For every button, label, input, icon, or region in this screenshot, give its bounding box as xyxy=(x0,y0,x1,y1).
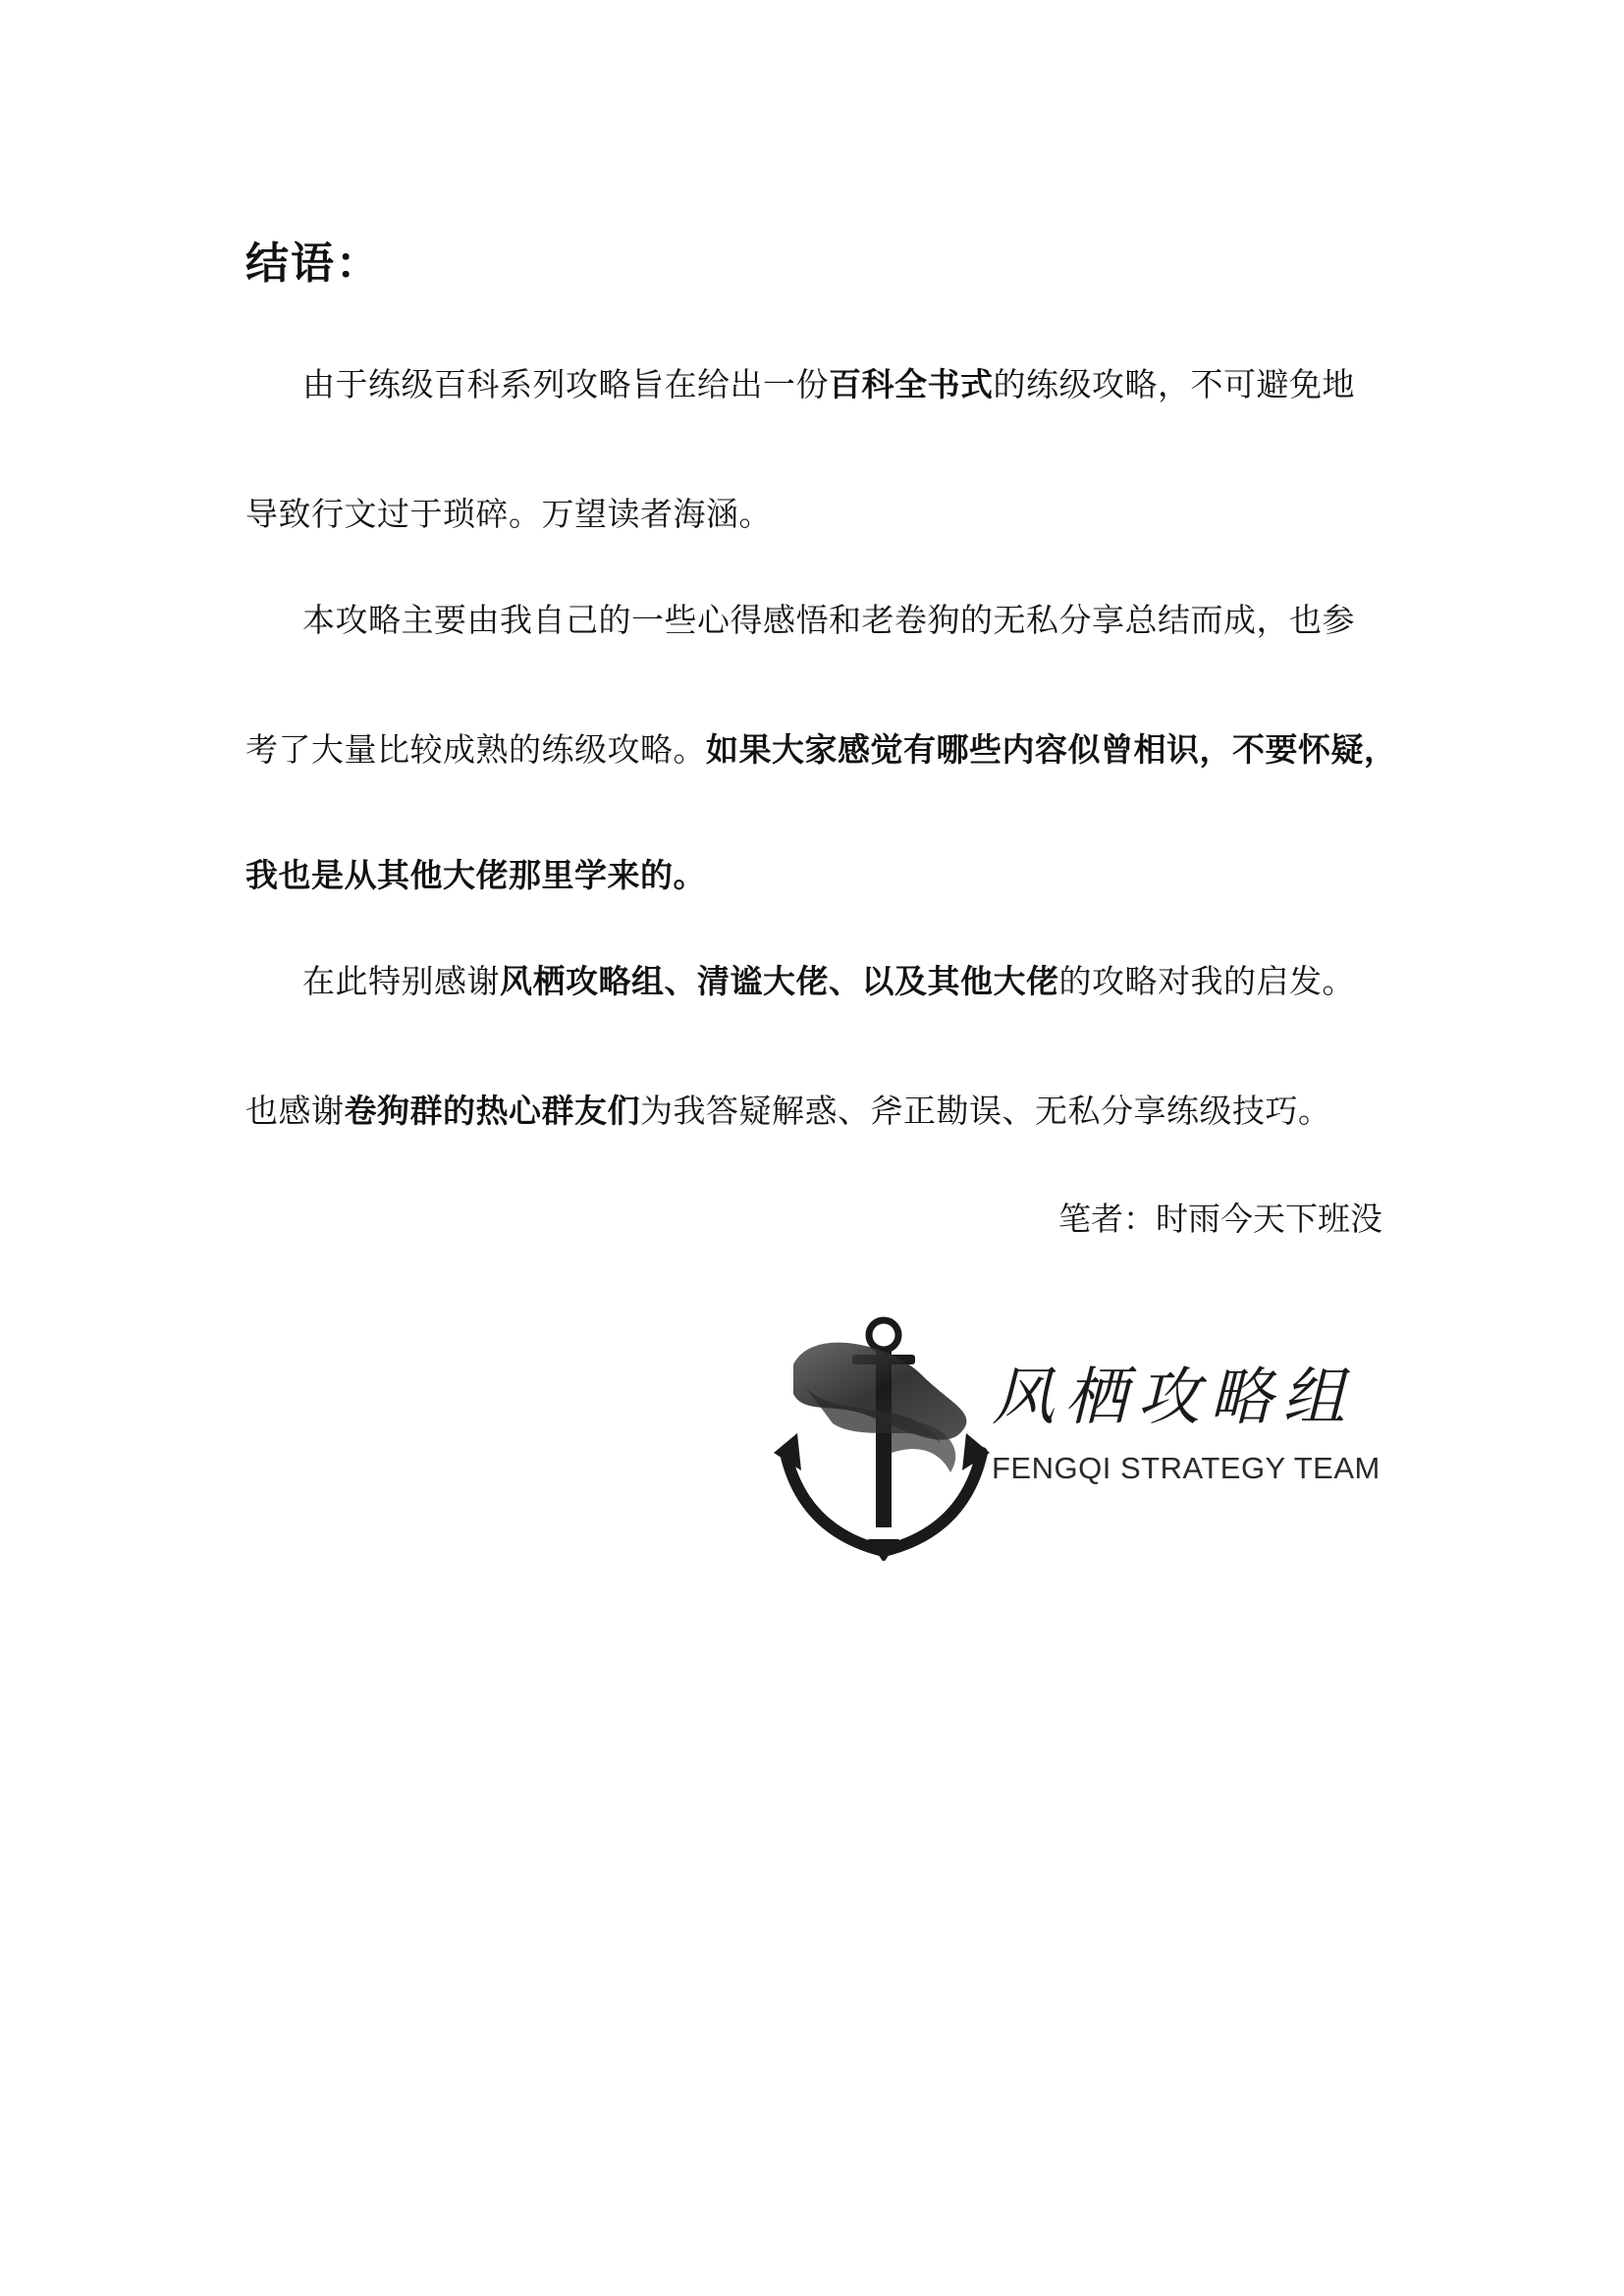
text-run: 由于练级百科系列攻略旨在给出一份 xyxy=(302,365,829,403)
bold-text-run: 百科全书式 xyxy=(829,365,994,403)
bold-text-run: 风栖攻略组、清谧大佬、以及其他大佬 xyxy=(500,962,1059,1000)
paragraph-1-line-1 xyxy=(302,365,1355,404)
paragraph-1-line-2: 导致行文过于琐碎。万望读者海涵。 xyxy=(245,495,772,533)
page-title: 结语： xyxy=(245,239,381,289)
text-run: 也感谢 xyxy=(245,1092,345,1130)
bold-text-run: 我也是从其他大佬那里学来的。 xyxy=(245,856,706,894)
text-run: 的攻略对我的启发。 xyxy=(1058,962,1355,1000)
paragraph-3-line-2 xyxy=(245,1092,1331,1131)
text-run: 在此特别感谢 xyxy=(302,962,500,1000)
paragraph-2-line-2 xyxy=(245,730,1397,770)
logo-english-text: FENGQI STRATEGY TEAM xyxy=(992,1451,1380,1485)
fengqi-logo xyxy=(774,1306,1402,1561)
paragraph-3-line-1 xyxy=(302,962,1355,1001)
anchor-icon xyxy=(774,1306,990,1561)
text-run: 考了大量比较成熟的练级攻略。 xyxy=(245,730,706,769)
text-run: 为我答疑解惑、斧正勘误、无私分享练级技巧。 xyxy=(640,1092,1331,1130)
bold-text-run: 如果大家感觉有哪些内容似曾相识，不要怀疑， xyxy=(706,730,1397,769)
paragraph-2-line-1: 本攻略主要由我自己的一些心得感悟和老卷狗的无私分享总结而成，也参 xyxy=(302,601,1355,639)
bold-text-run: 卷狗群的热心群友们 xyxy=(344,1092,640,1130)
text-run: 的练级攻略，不可避免地 xyxy=(993,365,1355,403)
author-signature: 笔者：时雨今天下班没 xyxy=(1058,1200,1382,1238)
paragraph-2-line-3 xyxy=(245,856,706,895)
logo-chinese-text: 风栖攻略组 xyxy=(992,1362,1355,1434)
